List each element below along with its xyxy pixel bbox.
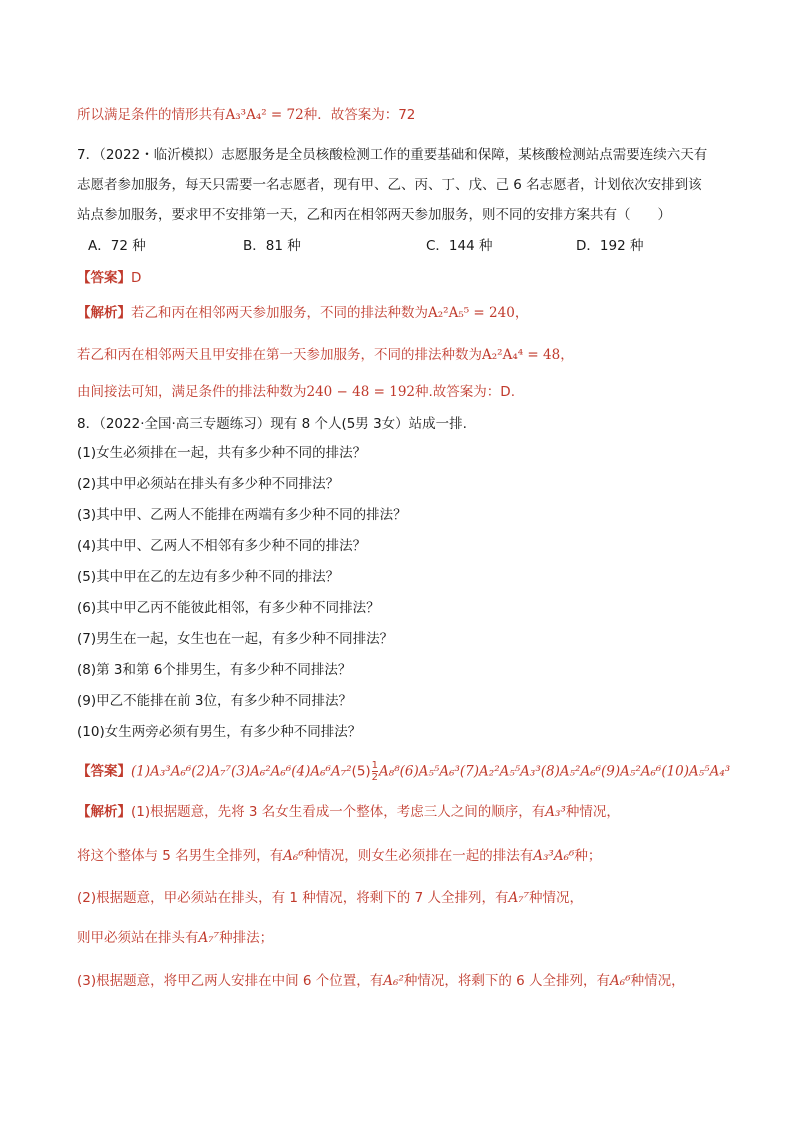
q8-item-10: (10)女生两旁必须有男生，有多少种不同排法？ xyxy=(77,724,362,740)
q8-answer-7: (7)A₂²A₅⁵A₃³ xyxy=(459,763,541,780)
q8-item-6: (6)其中甲乙丙不能彼此相邻，有多少种不同排法？ xyxy=(77,600,380,616)
q8-analysis5-formula: A₆² xyxy=(383,973,404,989)
q7-analysis2-text: 若乙和丙在相邻两天且甲安排在第一天参加服务，不同的排法种数为 xyxy=(77,347,482,363)
q7-analysis1-text: 若乙和丙在相邻两天参加服务，不同的排法种数为 xyxy=(131,305,428,321)
q8-answer-10: (10)A₅⁵A₄³ xyxy=(661,763,731,780)
q8-analysis5-text: (3)根据题意，将甲乙两人安排在中间 6 个位置，有 xyxy=(77,973,384,989)
q8-analysis-line2 xyxy=(77,846,601,866)
q8-analysis3-formula: A₇⁷ xyxy=(508,890,530,906)
q7-answer-line xyxy=(77,268,141,288)
q8-answer-4: (4)A₆⁶A₇² xyxy=(291,763,352,780)
q7-analysis-line3 xyxy=(77,382,515,402)
q8-analysis2-text: 将这个整体与 5 名男生全排列，有 xyxy=(77,848,284,864)
answer-tag: 【答案】 xyxy=(77,763,131,780)
previous-answer-line xyxy=(77,105,415,125)
q7-stem-line3: 站点参加服务，要求甲不安排第一天，乙和丙在相邻两天参加服务，则不同的安排方案共有（ ） xyxy=(77,207,671,223)
q7-stem-line2: 志愿者参加服务，每天只需要一名志愿者，现有甲、乙、丙、丁、戊、己 6 名志愿者，计划依次安排到该 xyxy=(77,177,702,193)
fraction-numerator: 1 xyxy=(371,760,379,771)
q8-item-2: (2)其中甲必须站在排头有多少种不同排法？ xyxy=(77,476,340,492)
q7-option-c: C．144 种 xyxy=(426,238,493,254)
q8-answer-9: (9)A₅²A₆⁶ xyxy=(601,763,662,780)
q8-analysis2-formula: A₆⁶ xyxy=(283,848,304,864)
q8-analysis-line4 xyxy=(77,928,273,948)
previous-answer-formula: A₃³A₄² = 72 xyxy=(225,107,304,123)
q8-analysis1-text: (1)根据题意，先将 3 名女生看成一个整体，考虑三人之间的顺序，有 xyxy=(131,804,546,820)
analysis-tag: 【解析】 xyxy=(77,804,131,820)
q8-answer-8: (8)A₅²A₆⁶ xyxy=(540,763,602,780)
q8-answer-1: (1)A₃³A₆⁶ xyxy=(131,763,192,780)
q8-answer-5-fraction xyxy=(372,760,378,783)
q8-answer-6: (6)A₅⁵A₆³ xyxy=(399,763,460,780)
q7-analysis-line2 xyxy=(77,345,574,365)
q8-analysis2-tail: 种； xyxy=(574,848,602,864)
q7-analysis3-text: 由间接法可知，满足条件的排法种数为 xyxy=(77,384,307,400)
q8-analysis-line5 xyxy=(77,971,685,991)
q7-option-b: B．81 种 xyxy=(243,238,301,254)
q7-analysis2-formula: A₂²A₄⁴ = 48 xyxy=(482,347,561,363)
q8-analysis5-tail: 种情况， xyxy=(630,973,685,989)
analysis-tag: 【解析】 xyxy=(77,305,131,321)
q8-answer-5-prefix: (5) xyxy=(351,763,371,780)
q8-analysis3-tail: 种情况， xyxy=(529,890,584,906)
answer-tag: 【答案】 xyxy=(77,270,131,286)
q8-analysis1-tail: 种情况， xyxy=(565,804,620,820)
q7-option-d: D．192 种 xyxy=(576,238,644,254)
q7-analysis1-tail: ， xyxy=(514,305,529,321)
q8-analysis5-formula2: A₆⁶ xyxy=(610,973,631,989)
q8-stem: 8．（2022·全国·高三专题练习）现有 8 个人(5男 3女）站成一排. xyxy=(77,416,467,432)
q7-answer-value: D xyxy=(131,270,142,286)
q8-item-7: (7)男生在一起，女生也在一起，有多少种不同排法？ xyxy=(77,631,394,647)
q8-answer-5-tail: A₈⁸ xyxy=(379,763,400,780)
q7-analysis1-formula: A₂²A₅⁵ = 240 xyxy=(428,305,515,321)
q8-item-8: (8)第 3和第 6个排男生，有多少种不同排法？ xyxy=(77,662,352,678)
q8-answer-2: (2)A₇⁷ xyxy=(191,763,231,780)
q7-option-a: A．72 种 xyxy=(88,238,146,254)
q8-analysis-line3 xyxy=(77,888,583,908)
q8-item-4: (4)其中甲、乙两人不相邻有多少种不同的排法？ xyxy=(77,538,367,554)
q8-analysis3-text: (2)根据题意，甲必须站在排头，有 1 种情况，将剩下的 7 人全排列，有 xyxy=(77,890,509,906)
q7-analysis2-tail: ， xyxy=(560,347,574,363)
q8-item-1: (1)女生必须排在一起，共有多少种不同的排法？ xyxy=(77,445,367,461)
q7-analysis3-formula: 240 − 48 = 192 xyxy=(306,384,416,400)
q8-analysis2-formula2: A₃³A₆⁶ xyxy=(533,848,575,864)
q8-analysis4-text: 则甲必须站在排头有 xyxy=(77,930,199,946)
q7-analysis3-tail: 种.故答案为：D. xyxy=(415,384,515,400)
q8-analysis5-mid: 种情况，将剩下的 6 人全排列，有 xyxy=(403,973,611,989)
q7-stem-line1: 7．（2022・临沂模拟）志愿服务是全员核酸检测工作的重要基础和保障，某核酸检测站点需要连续六天有 xyxy=(77,147,708,163)
q8-analysis2-mid: 种情况，则女生必须排在一起的排法有 xyxy=(303,848,534,864)
q8-answer-line xyxy=(77,760,730,783)
q8-analysis1-formula: A₃³ xyxy=(545,804,566,820)
previous-answer-tail: 种．故答案为：72 xyxy=(303,107,416,123)
q8-answer-3: (3)A₆²A₆⁶ xyxy=(230,763,292,780)
q8-analysis4-formula: A₇⁷ xyxy=(198,930,220,946)
q8-item-5: (5)其中甲在乙的左边有多少种不同的排法？ xyxy=(77,569,340,585)
q8-item-3: (3)其中甲、乙两人不能排在两端有多少种不同的排法？ xyxy=(77,507,407,523)
fraction-denominator: 2 xyxy=(371,772,379,783)
previous-answer-text: 所以满足条件的情形共有 xyxy=(77,107,226,123)
q8-analysis-line1 xyxy=(77,802,620,822)
q8-item-9: (9)甲乙不能排在前 3位，有多少种不同排法？ xyxy=(77,693,353,709)
q7-analysis-line1 xyxy=(77,303,528,323)
q8-analysis4-tail: 种排法； xyxy=(219,930,274,946)
